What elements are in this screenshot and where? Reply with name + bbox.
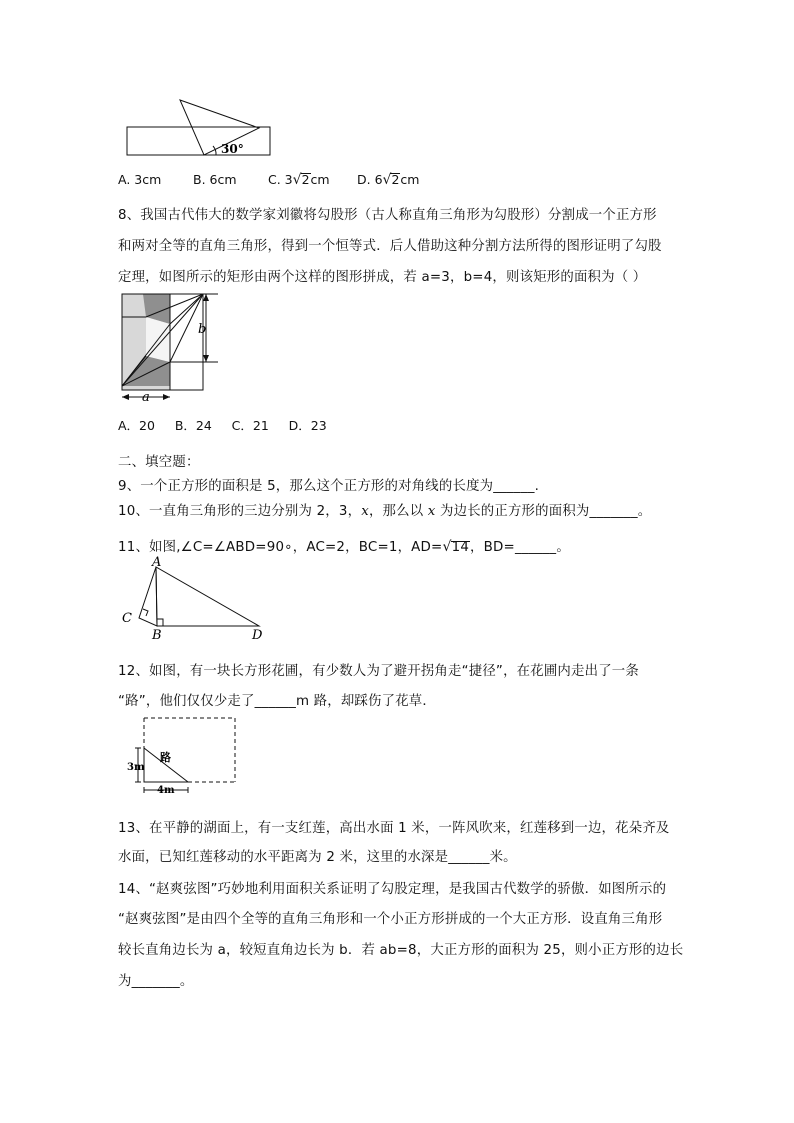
q14-text-line3: 较长直角边长为 a，较短直角边长为 b．若 ab=8，大正方形的面积为 25，则小正方形的边长 — [118, 943, 684, 958]
q11-prefix: 11、如图,∠C=∠ABD=90∘，AC=2，BC=1，AD= — [118, 540, 443, 555]
q7-option-a: A. 3cm — [118, 172, 162, 187]
q10-var2: x — [427, 504, 436, 519]
q7-option-b: B. 6cm — [193, 172, 237, 187]
q12-text-line1: 12、如图，有一块长方形花圃，有少数人为了避开拐角走“捷径”，在花圃内走出了一条 — [118, 664, 639, 679]
q7-option-c-radicand: 2 — [301, 172, 310, 187]
q11-triangle-acb — [139, 567, 157, 626]
q7-option-c: C. 3√2cm — [268, 172, 330, 188]
q12-text-line2: “路”，他们仅仅少走了______m 路，却踩伤了花草． — [118, 694, 436, 709]
q7-rectangle — [127, 127, 270, 155]
q11-label-c: C — [122, 611, 132, 626]
q8-dim-b-arrow-top — [203, 294, 209, 301]
q10-prefix: 10、一直角三角形的三边分别为 2，3， — [118, 504, 362, 519]
q7-option-c-prefix: C. 3 — [268, 172, 293, 187]
q13-text-line1: 13、在平静的湖面上，有一支红莲，高出水面 1 米，一阵风吹来，红莲移到一边，花朵齐及 — [118, 821, 670, 836]
q7-angle-label: 30° — [221, 142, 244, 156]
q7-option-d-unit: cm — [400, 172, 420, 187]
q10-text — [118, 500, 651, 519]
q14-text-line2: “赵爽弦图”是由四个全等的直角三角形和一个小正方形拼成的一个大正方形．设直角三角形 — [118, 912, 663, 927]
q11-figure — [118, 556, 268, 642]
q10-suffix: 为边长的正方形的面积为_______。 — [435, 504, 652, 519]
q10-var1: x — [361, 504, 369, 519]
q8-line-6 — [170, 294, 203, 324]
q8-dim-a-arrow-right — [163, 394, 170, 400]
q12-label-4m: 4m — [157, 785, 175, 796]
q8-options: A．20 B．24 C．21 D．23 — [118, 418, 327, 433]
q9-text: 9、一个正方形的面积是 5，那么这个正方形的对角线的长度为______. — [118, 479, 540, 494]
q11-triangle-abd — [156, 567, 259, 626]
q11-right-angle-c — [143, 609, 148, 616]
q8-dim-a-arrow-left — [122, 394, 129, 400]
q11-suffix: ，BD=______。 — [470, 540, 570, 555]
q11-label-b: B — [152, 628, 162, 643]
q11-label-d: D — [252, 628, 263, 643]
q12-label-road: 路 — [160, 751, 171, 764]
section2-title: 二、填空题： — [118, 455, 200, 470]
q8-label-a: a — [142, 390, 150, 405]
q8-text-line3: 定理，如图所示的矩形由两个这样的图形拼成，若 a=3，b=4，则该矩形的面积为（ ） — [118, 270, 647, 285]
q8-figure — [118, 290, 228, 410]
q11-label-a: A — [152, 555, 162, 570]
q12-label-3m: 3m — [127, 762, 145, 773]
q11-text: 11、如图,∠C=∠ABD=90∘，AC=2，BC=1，AD=√14，BD=______。 — [118, 539, 570, 555]
q8-dim-b-arrow-bottom — [203, 355, 209, 362]
q8-text-line1: 8、我国古代伟大的数学家刘徽将勾股形（古人称直角三角形为勾股形）分割成一个正方形 — [118, 208, 657, 223]
q10-middle: ，那么以 — [368, 504, 428, 519]
q7-option-c-unit: cm — [310, 172, 330, 187]
q8-label-b: b — [198, 322, 207, 337]
q7-figure — [118, 92, 278, 162]
q11-right-angle-b — [157, 619, 163, 626]
q12-figure — [118, 712, 248, 798]
q8-text-line2: 和两对全等的直角三角形，得到一个恒等式．后人借助这种分割方法所得的图形证明了勾股 — [118, 239, 662, 254]
q13-text-line2: 水面，已知红莲移动的水平距离为 2 米，这里的水深是______米。 — [118, 850, 517, 865]
q11-radicand: 14 — [451, 540, 470, 555]
q14-text-line1: 14、“赵爽弦图”巧妙地利用面积关系证明了勾股定理，是我国古代数学的骄傲．如图所示的 — [118, 882, 667, 897]
q7-option-d: D. 6√2cm — [357, 172, 420, 188]
q14-text-line4: 为_______。 — [118, 974, 194, 989]
q7-option-d-radicand: 2 — [391, 172, 400, 187]
q7-option-d-prefix: D. 6 — [357, 172, 383, 187]
